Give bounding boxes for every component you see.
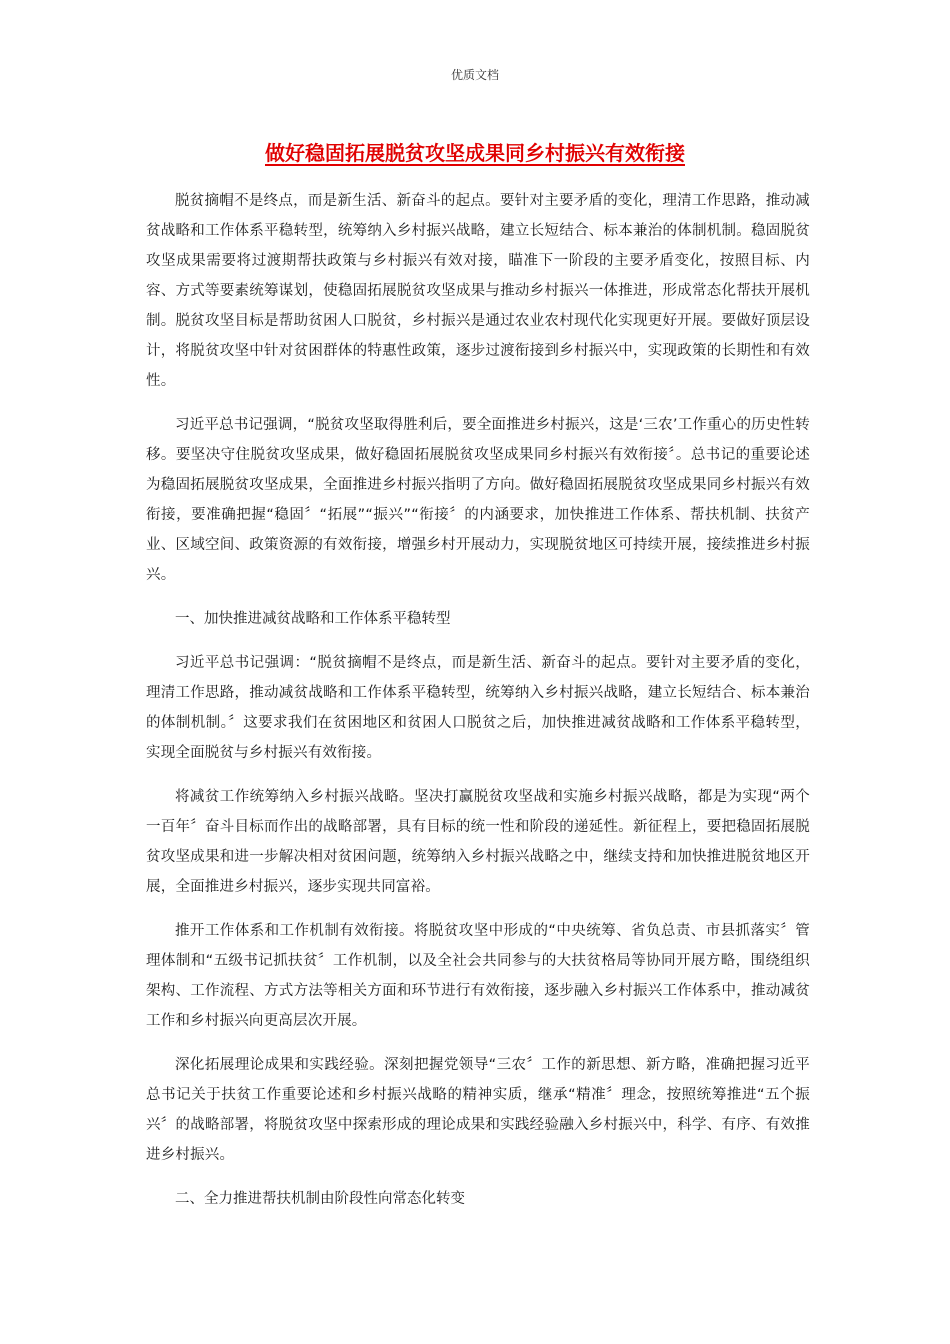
document-body xyxy=(146,186,810,1228)
paragraph-section1-mechanism: 推开工作体系和工作机制有效衔接。将脱贫攻坚中形成的“中央统筹、省负总责、市县抓落实〞管理体制和“五级书记抓扶贫〞工作机制，以及全社会共同参与的大扶贫格局等协同开展方略，围绕组织架构、工作流程、方式方法等相关方面和环节进行有效衔接，逐步融入乡村振兴工作体系中，推动减贫工作和乡村振兴向更高层次开展。 xyxy=(146,923,810,1029)
paragraph-intro: 脱贫摘帽不是终点，而是新生活、新奋斗的起点。要针对主要矛盾的变化，理清工作思路，推动减贫战略和工作体系平稳转型，统筹纳入乡村振兴战略，建立长短结合、标本兼治的体制机制。稳固脱贫攻坚成果需要将过渡期帮扶政策与乡村振兴有效对接，瞄准下一阶段的主要矛盾变化，按照目标、内容、方式等要素统筹谋划，使稳固拓展脱贫攻坚成果与推动乡村振兴一体推进，形成常态化帮扶开展机制。脱贫攻坚目标是帮助贫困人口脱贫，乡村振兴是通过农业农村现代化实现更好开展。要做好顶层设计，将脱贫攻坚中针对贫困群体的特惠性政策，逐步过渡衔接到乡村振兴中，实现政策的长期性和有效性。 xyxy=(146,193,810,389)
paragraph-quote: 习近平总书记强调，“脱贫攻坚取得胜利后，要全面推进乡村振兴，这是‘三农’工作重心的历史性转移。要坚决守住脱贫攻坚成果，做好稳固拓展脱贫攻坚成果同乡村振兴有效衔接〞。总书记的重要论述为稳固拓展脱贫攻坚成果，全面推进乡村振兴指明了方向。做好稳固拓展脱贫攻坚成果同乡村振兴有效衔接，要准确把握“稳固〞“拓展”“振兴”“衔接〞的内涵要求，加快推进工作体系、帮扶机制、扶贫产业、区域空间、政策资源的有效衔接，增强乡村开展动力，实现脱贫地区可持续开展，接续推进乡村振兴。 xyxy=(146,417,810,583)
header-label: 优质文档 xyxy=(450,68,499,82)
section-heading-2: 二、全力推进帮扶机制由阶段性向常态化转变 xyxy=(175,1191,465,1207)
section-heading-1: 一、加快推进减贫战略和工作体系平稳转型 xyxy=(175,611,451,627)
paragraph-section1-quote: 习近平总书记强调：“脱贫摘帽不是终点，而是新生活、新奋斗的起点。要针对主要矛盾的变化，理清工作思路，推动减贫战略和工作体系平稳转型，统筹纳入乡村振兴战略，建立长短结合、标本兼治的体制机制。〞这要求我们在贫困地区和贫困人口脱贫之后，加快推进减贫战略和工作体系平稳转型，实现全面脱贫与乡村振兴有效衔接。 xyxy=(146,655,810,761)
document-title: 做好稳固拓展脱贫攻坚成果同乡村振兴有效衔接 xyxy=(265,141,685,165)
paragraph-section1-theory: 深化拓展理论成果和实践经验。深刻把握党领导“三农〞工作的新思想、新方略，准确把握习近平总书记关于扶贫工作重要论述和乡村振兴战略的精神实质，继承“精准〞理念，按照统筹推进“五个振兴〞的战略部署，将脱贫攻坚中探索形成的理论成果和实践经验融入乡村振兴中，科学、有序、有效推进乡村振兴。 xyxy=(146,1057,810,1163)
paragraph-section1-strategy: 将减贫工作统筹纳入乡村振兴战略。坚决打赢脱贫攻坚战和实施乡村振兴战略，都是为实现“两个一百年〞奋斗目标而作出的战略部署，具有目标的统一性和阶段的递延性。新征程上，要把稳固拓展脱贫攻坚成果和进一步解决相对贫困问题，统筹纳入乡村振兴战略之中，继续支持和加快推进脱贫地区开展，全面推进乡村振兴，逐步实现共同富裕。 xyxy=(146,789,810,895)
